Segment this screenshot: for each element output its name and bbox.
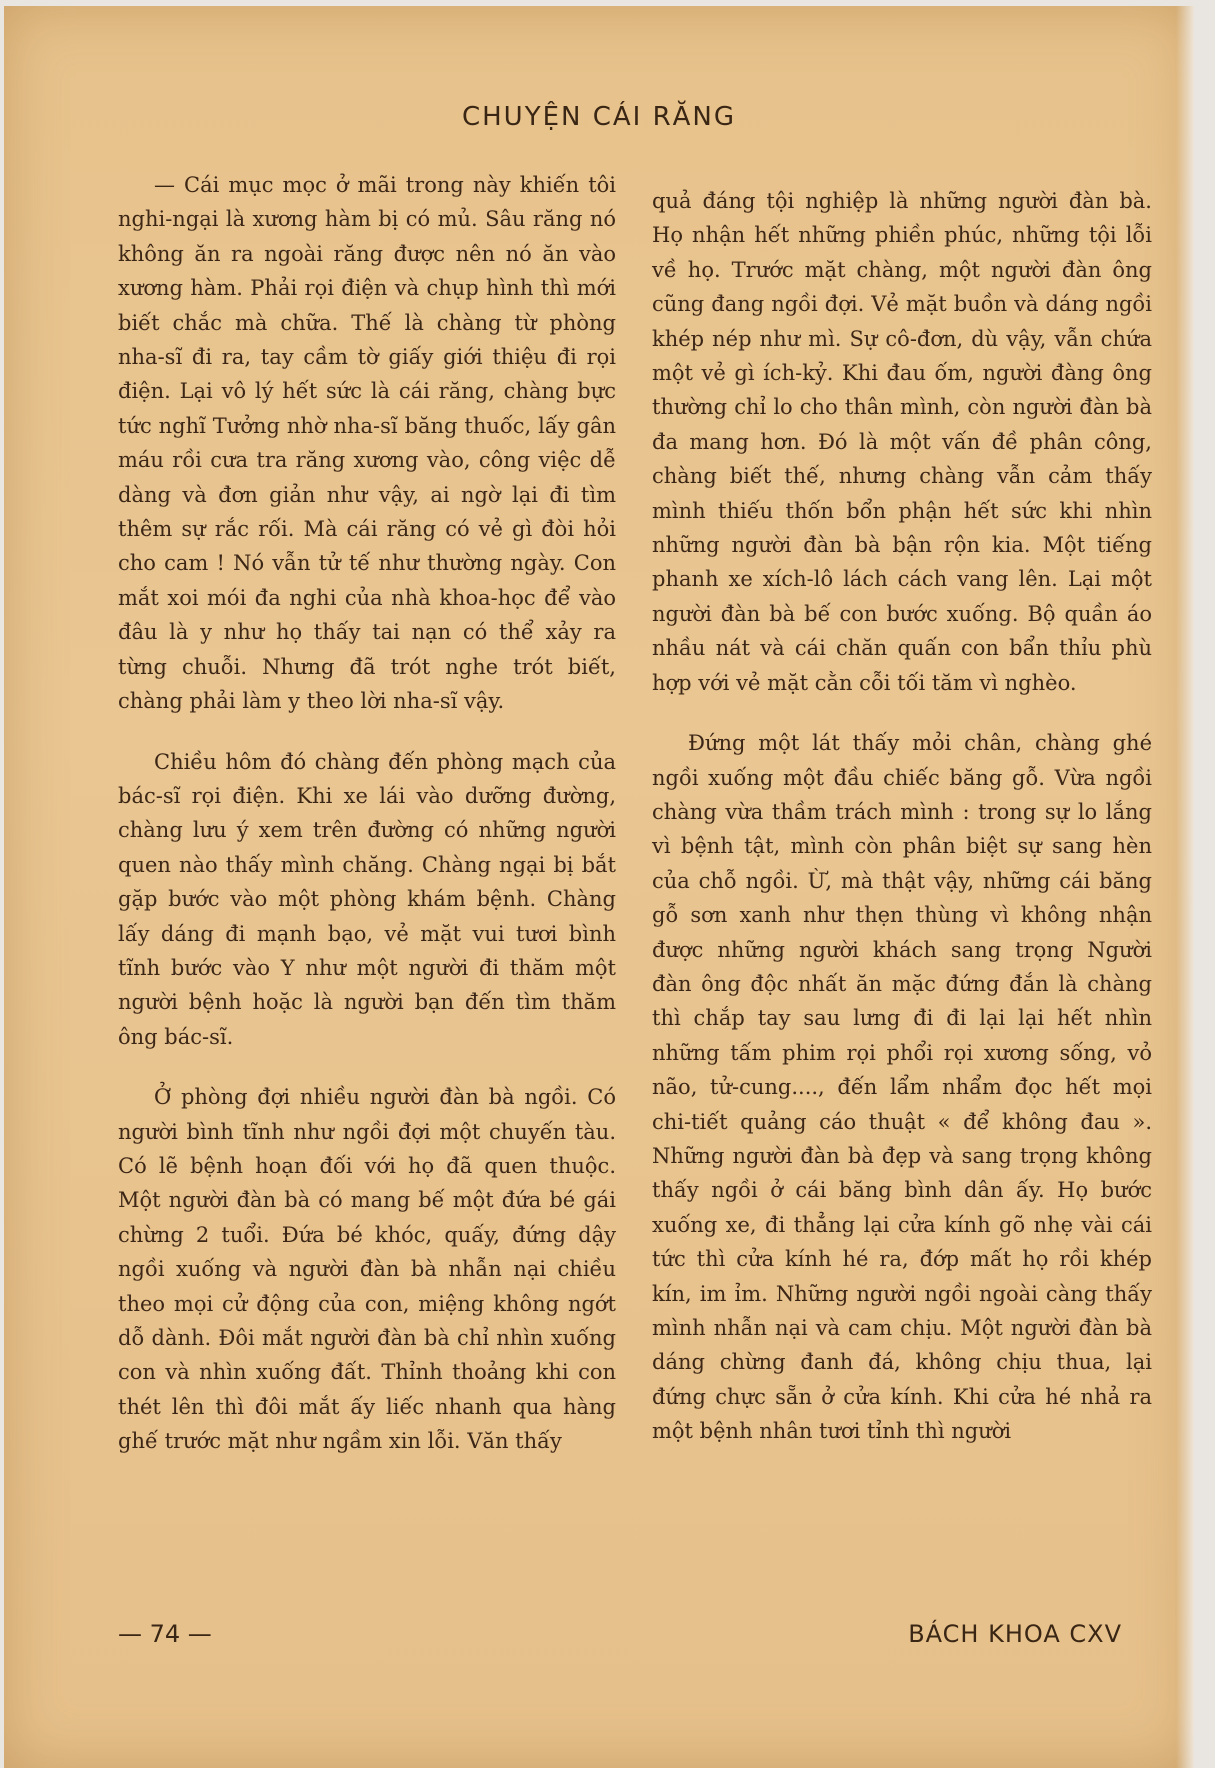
paragraph: Đứng một lát thấy mỏi chân, chàng ghé ngồi xuống một đầu chiếc băng gỗ. Vừa ngồi chàng vừa thầm trách mình : trong sự lo lắng vì bệnh tật, mình còn phân biệt sự sang hèn của chỗ ngồi. Ừ, mà thật vậy, những cái băng gỗ sơn xanh như thẹn thùng vì không nhận được những người khách sang trọng Người đàn ông độc nhất ăn mặc đứng đắn là chàng thì chắp tay sau lưng đi đi lại lại hết nhìn những tấm phim rọi phổi rọi xương sống, vỏ não, tử-cung...., đến lẩm nhẩm đọc hết mọi chi-tiết quảng cáo thuật « để không đau ». Những người đàn bà đẹp và sang trọng không thấy ngồi ở cái băng bình dân ấy. Họ bước xuống xe, đi thẳng lại cửa kính gõ nhẹ vài cái tức thì cửa kính hé ra, đớp mất họ rồi khép kín, im ỉm. Những người ngồi ngoài càng thấy mình nhẫn nại và cam chịu. Một người đàn bà dáng chừng đanh đá, không chịu thua, lại đứng chực sẵn ở cửa kính. Khi cửa hé nhả ra một bệnh nhân tươi tỉnh thì người [652,731,1152,1444]
page-number: — 74 — [118,1620,212,1648]
right-column [652,184,1152,1475]
paragraph: — Cái mục mọc ở mãi trong này khiến tôi nghi-ngại là xương hàm bị có mủ. Sâu răng nó không ăn ra ngoài răng được nên nó ăn vào xương hàm. Phải rọi điện và chụp hình thì mới biết chắc mà chữa. Thế là chàng từ phòng nha-sĩ đi ra, tay cầm tờ giấy giới thiệu đi rọi điện. Lại vô lý hết sức là cái răng, chàng bực tức nghĩ Tưởng nhờ nha-sĩ băng thuốc, lấy gân máu rồi cưa tra răng xương vào, công việc dễ dàng và đơn giản như vậy, ai ngờ lại đi tìm thêm sự rắc rối. Mà cái răng có vẻ gì đòi hỏi cho cam ! Nó vẫn tử tế như thường ngày. Con mắt xoi mói đa nghi của nhà khoa-học để vào đâu là y như họ thấy tai nạn có thể xảy ra từng chuỗi. Nhưng đã trót nghe trót biết, chàng phải làm y theo lời nha-sĩ vậy. [118,173,616,714]
paragraph: quả đáng tội nghiệp là những người đàn bà. Họ nhận hết những phiền phúc, những tội lỗi về họ. Trước mặt chàng, một người đàn ông cũng đang ngồi đợi. Vẻ mặt buồn và dáng ngồi khép nép như mì. Sự cô-đơn, dù vậy, vẫn chứa một vẻ gì ích-kỷ. Khi đau ốm, người đàng ông thường chỉ lo cho thân mình, còn người đàn bà đa mang hơn. Đó là một vấn đề phân công, chàng biết thế, nhưng chàng vẫn cảm thấy mình thiếu thốn bổn phận hết sức khi nhìn những người đàn bà bận rộn kia. Một tiếng phanh xe xích-lô lách cách vang lên. Lại một người đàn bà bế con bước xuống. Bộ quần áo nhầu nát và cái chăn quấn con bẩn thỉu phù hợp với vẻ mặt cằn cỗi tối tăm vì nghèo. [652,189,1152,695]
paragraph: Chiều hôm đó chàng đến phòng mạch của bác-sĩ rọi điện. Khi xe lái vào dưỡng đường, chàng lưu ý xem trên đường có những người quen nào thấy mình chăng. Chàng ngại bị bắt gặp bước vào một phòng khám bệnh. Chàng lấy dáng đi mạnh bạo, vẻ mặt vui tươi bình tĩnh bước vào Y như một người đi thăm một người bệnh hoặc là người bạn đến tìm thăm ông bác-sĩ. [118,749,616,1049]
publication-name: BÁCH KHOA CXV [908,1620,1122,1648]
left-column [118,168,616,1485]
running-header: CHUYỆN CÁI RĂNG [461,102,737,132]
magazine-page [4,6,1194,1768]
paragraph: Ở phòng đợi nhiều người đàn bà ngồi. Có người bình tĩnh như ngồi đợi một chuyến tàu. Có lẽ bệnh hoạn đối với họ đã quen thuộc. Một người đàn bà có mang bế một đứa bé gái chừng 2 tuổi. Đứa bé khóc, quấy, đứng dậy ngồi xuống và người đàn bà nhẫn nại chiều theo mọi cử động của con, miệng không ngớt dỗ dành. Đôi mắt người đàn bà chỉ nhìn xuống con và nhìn xuống đất. Thỉnh thoảng khi con thét lên thì đôi mắt ấy liếc nhanh qua hàng ghế trước mặt như ngầm xin lỗi. Văn thấy [118,1085,616,1454]
